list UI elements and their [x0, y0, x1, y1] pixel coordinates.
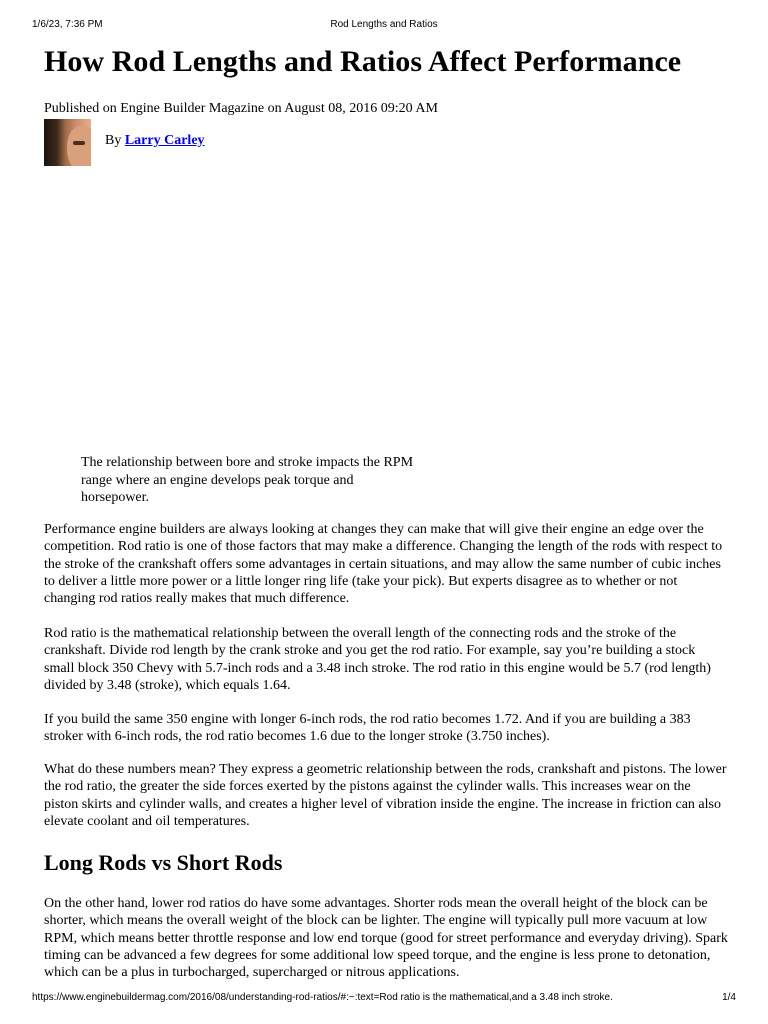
author-avatar — [44, 119, 91, 166]
paragraph: On the other hand, lower rod ratios do have some advantages. Shorter rods mean the overall height of the block can be shorter, which means the overall weight of the block can be lighter. The engine will typically pull more vacuum at low RPM, which means better throttle response and low end torque (good for street performance and everyday driving). Spark timing can be advanced a few degrees for some additional low speed torque, and the engine is less prone to detonation, which can be a plus in turbocharged, supercharged or nitrous applications. — [44, 896, 728, 981]
article — [44, 44, 728, 981]
article-title: How Rod Lengths and Ratios Affect Performance — [44, 45, 682, 78]
avatar-eye — [73, 141, 85, 145]
section-heading: Long Rods vs Short Rods — [44, 850, 283, 875]
author-link[interactable]: Larry Carley — [124, 133, 205, 148]
print-page-title: Rod Lengths and Ratios — [330, 19, 438, 30]
print-header — [32, 19, 736, 31]
article-image-placeholder — [44, 169, 728, 451]
avatar-face — [67, 126, 91, 166]
published-line: Published on Engine Builder Magazine on August 08, 2016 09:20 AM — [44, 101, 438, 116]
paragraph: If you build the same 350 engine with longer 6-inch rods, the rod ratio becomes 1.72. And if you are building a 383 stroker with 6-inch rods, the rod ratio becomes 1.6 due to the longer stroke (3.750 inches). — [44, 712, 691, 745]
print-url: https://www.enginebuildermag.com/2016/08/understanding-rod-ratios/#:~:text=Rod ratio is the mathematical,and a 3.48 inch stroke. — [32, 992, 613, 1003]
print-datetime: 1/6/23, 7:36 PM — [32, 19, 103, 30]
by-label: By — [105, 133, 122, 148]
paragraph: What do these numbers mean? They express a geometric relationship between the rods, crankshaft and pistons. The lower the rod ratio, the greater the side forces exerted by the pistons against the cylinder walls. This increases wear on the piston skirts and cylinder walls, and creates a higher level of vibration inside the engine. The increase in friction can also elevate coolant and oil temperatures. — [44, 762, 727, 829]
byline — [105, 132, 205, 150]
paragraph: Performance engine builders are always looking at changes they can make that will give their engine an edge over the competition. Rod ratio is one of those factors that may make a difference. Changing the length of the rods with respect to the stroke of the crankshaft offers some advantages in certain situations, and may allow the same number of cubic inches to deliver a little more power or a little longer ring life (take your pick). But experts disagree as to whether or not changing rod ratios really makes that much difference. — [44, 522, 723, 607]
page-number: 1/4 — [722, 992, 736, 1003]
paragraph: Rod ratio is the mathematical relationship between the overall length of the connecting rods and the stroke of the crankshaft. Divide rod length by the crank stroke and you get the rod ratio. For example, say you’re building a stock small block 350 Chevy with 5.7-inch rods and a 3.48 inch stroke. The rod ratio in this engine would be 5.7 (rod length) divided by 3.48 (stroke), which equals 1.64. — [44, 626, 711, 693]
print-footer — [32, 992, 736, 1004]
image-caption: The relationship between bore and stroke impacts the RPM range where an engine develops peak torque and horsepower. — [81, 455, 414, 505]
